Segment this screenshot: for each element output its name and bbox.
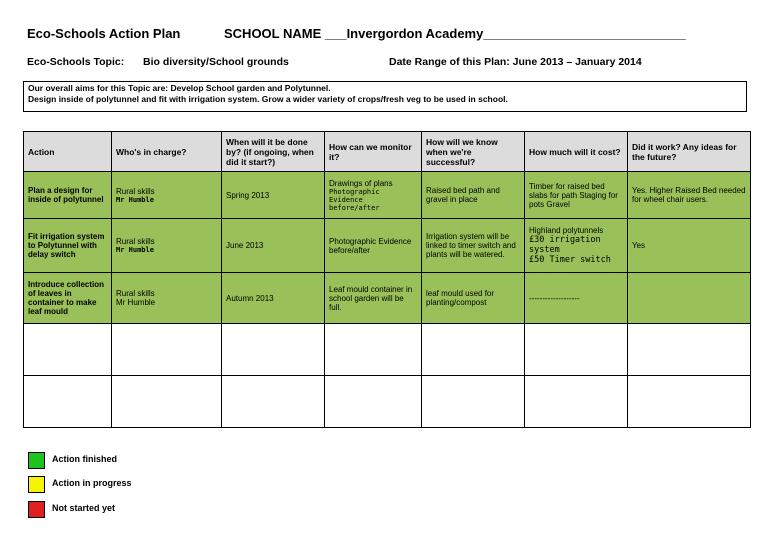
who-cell <box>112 273 222 324</box>
worked-cell: Yes <box>628 219 751 273</box>
legend-label: Action in progress <box>52 478 132 488</box>
header-success: How will we know when we're successful? <box>422 132 525 172</box>
header-action: Action <box>24 132 112 172</box>
topic-value: Bio diversity/School grounds <box>143 56 289 68</box>
aims-line-1: Our overall aims for this Topic are: Develop School garden and Polytunnel. <box>28 83 331 93</box>
when-cell: Spring 2013 <box>222 172 325 219</box>
school-name: SCHOOL NAME ___Invergordon Academy____________________________ <box>224 26 686 41</box>
empty-cell <box>222 324 325 376</box>
header-worked: Did it work? Any ideas for the future? <box>628 132 751 172</box>
empty-cell <box>325 376 422 428</box>
who-line: Rural skills <box>116 186 155 196</box>
legend-swatch-yellow <box>28 476 45 493</box>
worked-cell: Yes. Higher Raised Bed needed for wheel chair users. <box>628 172 751 219</box>
header-line-1 <box>27 26 747 44</box>
table-header-row <box>24 132 751 172</box>
header-who: Who's in charge? <box>112 132 222 172</box>
cost-line: Highland polytunnels <box>529 226 604 235</box>
when-cell: Autumn 2013 <box>222 273 325 324</box>
table-row <box>24 172 751 219</box>
empty-cell <box>24 376 112 428</box>
empty-cell <box>628 376 751 428</box>
cost-line-handwritten: £30 irrigation system <box>529 235 601 255</box>
monitor-cell <box>325 172 422 219</box>
when-cell: June 2013 <box>222 219 325 273</box>
monitor-cell: Leaf mould container in school garden will be full. <box>325 273 422 324</box>
empty-cell <box>24 324 112 376</box>
table-row-empty <box>24 376 751 428</box>
header-cost: How much will it cost? <box>525 132 628 172</box>
empty-cell <box>525 324 628 376</box>
aims-box <box>23 81 747 112</box>
cost-cell <box>525 219 628 273</box>
monitor-line: Drawings of plans <box>329 178 393 188</box>
who-name: Mr Humble <box>116 246 154 254</box>
legend-label: Not started yet <box>52 503 116 513</box>
success-cell: Irrigation system will be linked to timer switch and plants will be watered. <box>422 219 525 273</box>
empty-cell <box>422 324 525 376</box>
who-line: Rural skills <box>116 289 155 298</box>
plan-title: Eco-Schools Action Plan <box>27 26 181 41</box>
action-plan-table <box>23 131 751 428</box>
header-monitor: How can we monitor it? <box>325 132 422 172</box>
action-cell: Fit irrigation system to Polytunnel with delay switch <box>24 219 112 273</box>
worked-cell <box>628 273 751 324</box>
empty-cell <box>628 324 751 376</box>
monitor-line-handwritten: Photographic Evidence before/after <box>329 187 380 212</box>
success-cell: leaf mould used for planting/compost <box>422 273 525 324</box>
empty-cell <box>325 324 422 376</box>
table-row <box>24 273 751 324</box>
table-row <box>24 219 751 273</box>
who-name: Mr Humble <box>116 195 154 204</box>
header-when: When will it be done by? (if ongoing, when did it start?) <box>222 132 325 172</box>
monitor-cell: Photographic Evidence before/after <box>325 219 422 273</box>
empty-cell <box>112 376 222 428</box>
who-cell <box>112 219 222 273</box>
cost-line-handwritten: £50 Timer switch <box>529 255 611 265</box>
legend-label: Action finished <box>52 454 117 464</box>
empty-cell <box>112 324 222 376</box>
action-cell: Plan a design for inside of polytunnel <box>24 172 112 219</box>
date-range: Date Range of this Plan: June 2013 – January 2014 <box>389 56 642 68</box>
empty-cell <box>525 376 628 428</box>
aims-line-2: Design inside of polytunnel and fit with irrigation system. Grow a wider variety of crops/fresh veg to be used in school. <box>28 94 508 104</box>
legend-swatch-green <box>28 452 45 469</box>
empty-cell <box>222 376 325 428</box>
success-cell: Raised bed path and gravel in place <box>422 172 525 219</box>
who-cell <box>112 172 222 219</box>
who-name: Mr Humble <box>116 298 156 307</box>
topic-label: Eco-Schools Topic: <box>27 56 125 68</box>
cost-cell: ------------------- <box>525 273 628 324</box>
legend-swatch-red <box>28 501 45 518</box>
header-line-2 <box>27 56 747 70</box>
who-line: Rural skills <box>116 237 155 246</box>
action-cell: Introduce collection of leaves in container to make leaf mould <box>24 273 112 324</box>
table-row-empty <box>24 324 751 376</box>
empty-cell <box>422 376 525 428</box>
cost-cell: Timber for raised bed slabs for path Staging for pots Gravel <box>525 172 628 219</box>
